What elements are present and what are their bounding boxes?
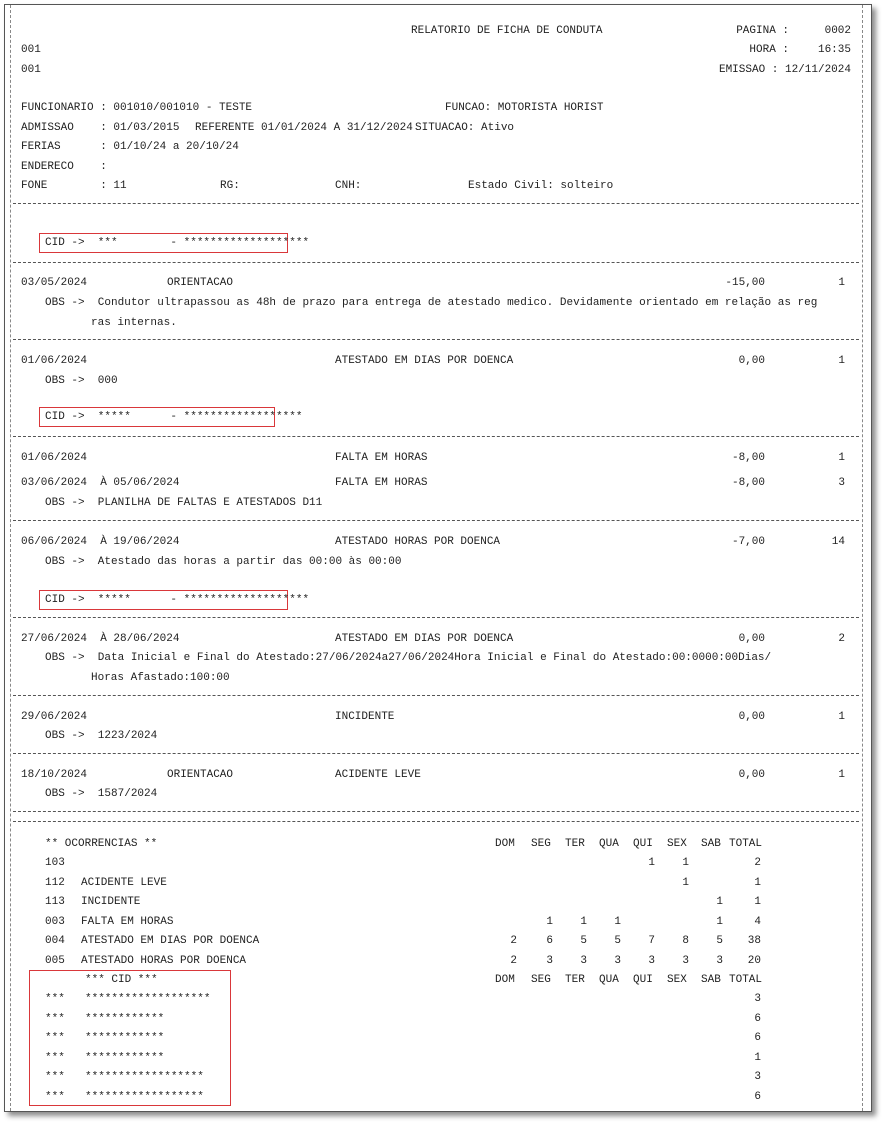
record-date: 18/10/2024 <box>21 769 88 781</box>
summary-value: 1 <box>754 896 761 908</box>
summary-desc: ATESTADO HORAS POR DOENCA <box>81 955 247 967</box>
cid-line-3: CID -> ***** - ******************* <box>45 594 310 606</box>
separator <box>13 753 859 754</box>
record-desc: FALTA EM HORAS <box>335 452 428 464</box>
record-date: 06/06/2024 À 19/06/2024 <box>21 536 180 548</box>
summary-value: 7 <box>648 935 655 947</box>
record-count: 1 <box>838 769 845 781</box>
record-desc: ATESTADO HORAS POR DOENCA <box>335 536 501 548</box>
record-obs: OBS -> PLANILHA DE FALTAS E ATESTADOS D11 <box>45 497 323 509</box>
summary-value: 5 <box>716 935 723 947</box>
weekday-label: SEX <box>667 974 687 986</box>
summary-value: 20 <box>747 955 761 967</box>
header-line-2: 001 <box>21 64 41 76</box>
weekday-label: TER <box>565 974 585 986</box>
summary-value: 1 <box>754 877 761 889</box>
record-obs: OBS -> 000 <box>45 375 118 387</box>
record-count: 1 <box>838 711 845 723</box>
summary-value: 2 <box>510 955 517 967</box>
cid-total: 6 <box>754 1032 761 1044</box>
cid-code: *** <box>45 993 65 1005</box>
summary-value: 8 <box>682 935 689 947</box>
record-value: 0,00 <box>738 769 765 781</box>
cid-line-2: CID -> ***** - ****************** <box>45 411 303 423</box>
cid-total: 6 <box>754 1013 761 1025</box>
weekday-label: TER <box>565 838 585 850</box>
cid-desc: ************ <box>85 1013 165 1025</box>
weekday-label: QUA <box>599 838 619 850</box>
cid-desc: ****************** <box>85 1091 204 1103</box>
weekday-label: SAB <box>701 838 721 850</box>
cid-total: 1 <box>754 1052 761 1064</box>
record-count: 3 <box>838 477 845 489</box>
record-date: 27/06/2024 À 28/06/2024 <box>21 633 180 645</box>
separator <box>13 520 859 521</box>
endereco: ENDERECO : <box>21 161 107 173</box>
record-desc: ACIDENTE LEVE <box>335 769 421 781</box>
summary-code: 103 <box>45 857 65 869</box>
cid-line-1: CID -> *** - ******************* <box>45 237 310 249</box>
cid-desc: ************ <box>85 1052 165 1064</box>
separator <box>13 339 859 340</box>
separator <box>13 821 859 822</box>
summary-value: 1 <box>648 857 655 869</box>
summary-value: 1 <box>682 857 689 869</box>
weekday-label: QUI <box>633 974 653 986</box>
summary-value: 4 <box>754 916 761 928</box>
summary-value: 1 <box>716 896 723 908</box>
cid-code: *** <box>45 1052 65 1064</box>
referente: REFERENTE 01/01/2024 A 31/12/2024 <box>195 122 413 134</box>
summary-value: 1 <box>580 916 587 928</box>
rg: RG: <box>220 180 240 192</box>
summary-value: 1 <box>614 916 621 928</box>
summary-desc: ACIDENTE LEVE <box>81 877 167 889</box>
weekday-label: QUA <box>599 974 619 986</box>
ferias: FERIAS : 01/10/24 a 20/10/24 <box>21 141 239 153</box>
record-desc: FALTA EM HORAS <box>335 477 428 489</box>
summary-value: 6 <box>546 935 553 947</box>
cid-desc: ************ <box>85 1032 165 1044</box>
report-sheet <box>4 4 872 1112</box>
weekday-label: SEG <box>531 974 551 986</box>
summary-value: 5 <box>580 935 587 947</box>
summary-value: 3 <box>648 955 655 967</box>
record-obs-cont: Horas Afastado:100:00 <box>91 672 230 684</box>
record-desc: ATESTADO EM DIAS POR DOENCA <box>335 633 514 645</box>
estado-civil: Estado Civil: solteiro <box>468 180 614 192</box>
summary-value: 3 <box>716 955 723 967</box>
summary-title: ** OCORRENCIAS ** <box>45 838 158 850</box>
cnh: CNH: <box>335 180 362 192</box>
cid-summary-title: *** CID *** <box>85 974 158 986</box>
summary-code: 004 <box>45 935 65 947</box>
summary-value: 2 <box>510 935 517 947</box>
separator <box>13 695 859 696</box>
summary-code: 005 <box>45 955 65 967</box>
summary-value: 1 <box>682 877 689 889</box>
record-obs-cont: ras internas. <box>91 317 177 329</box>
left-border <box>10 5 11 1111</box>
cid-total: 3 <box>754 993 761 1005</box>
record-count: 1 <box>838 277 845 289</box>
separator <box>13 617 859 618</box>
record-count: 1 <box>838 452 845 464</box>
record-date: 03/06/2024 À 05/06/2024 <box>21 477 180 489</box>
separator <box>13 203 859 204</box>
summary-desc: INCIDENTE <box>81 896 141 908</box>
weekday-label: DOM <box>495 838 515 850</box>
weekday-label: DOM <box>495 974 515 986</box>
separator <box>13 811 859 812</box>
page-number: 0002 <box>824 25 851 37</box>
record-count: 2 <box>838 633 845 645</box>
header-line-1: 001 <box>21 44 41 56</box>
cid-desc: ******************* <box>85 993 211 1005</box>
record-desc: ATESTADO EM DIAS POR DOENCA <box>335 355 514 367</box>
summary-code: 003 <box>45 916 65 928</box>
record-date: 29/06/2024 <box>21 711 88 723</box>
fone: FONE : 11 <box>21 180 127 192</box>
record-obs: OBS -> 1223/2024 <box>45 730 158 742</box>
record-obs: OBS -> Atestado das horas a partir das 00:00 às 00:00 <box>45 556 402 568</box>
report-title: RELATORIO DE FICHA DE CONDUTA <box>411 25 603 37</box>
weekday-label: SEX <box>667 838 687 850</box>
record-obs: OBS -> Data Inicial e Final do Atestado:27/06/2024a27/06/2024Hora Inicial e Final do Atestado:00:0000:00Dias/ <box>45 652 772 664</box>
record-desc: INCIDENTE <box>335 711 395 723</box>
summary-value: 38 <box>747 935 761 947</box>
cid-code: *** <box>45 1032 65 1044</box>
record-obs: OBS -> Condutor ultrapassou as 48h de prazo para entrega de atestado medico. Devidamente orientado em relação as reg <box>45 297 818 309</box>
summary-value: 5 <box>614 935 621 947</box>
hora-value: 16:35 <box>817 44 851 56</box>
summary-value: 3 <box>614 955 621 967</box>
cid-total: 6 <box>754 1091 761 1103</box>
emissao-date: EMISSAO : 12/11/2024 <box>718 64 851 76</box>
cid-total: 3 <box>754 1071 761 1083</box>
pagina-label: PAGINA : <box>736 25 789 37</box>
summary-desc: FALTA EM HORAS <box>81 916 174 928</box>
separator <box>13 262 859 263</box>
summary-desc: ATESTADO EM DIAS POR DOENCA <box>81 935 260 947</box>
record-value: -7,00 <box>731 536 765 548</box>
record-count: 14 <box>831 536 845 548</box>
record-date: 01/06/2024 <box>21 355 88 367</box>
summary-value: 3 <box>546 955 553 967</box>
summary-code: 113 <box>45 896 65 908</box>
record-value: -8,00 <box>731 477 765 489</box>
weekday-label: QUI <box>633 838 653 850</box>
record-date: 03/05/2024 <box>21 277 88 289</box>
record-value: 0,00 <box>738 355 765 367</box>
summary-value: 1 <box>716 916 723 928</box>
hora-label: HORA : <box>749 44 789 56</box>
summary-value: 3 <box>580 955 587 967</box>
record-value: -8,00 <box>731 452 765 464</box>
weekday-label: SAB <box>701 974 721 986</box>
record-desc-2: ORIENTACAO <box>167 769 234 781</box>
cid-code: *** <box>45 1091 65 1103</box>
weekday-label: TOTAL <box>729 974 763 986</box>
separator <box>13 436 859 437</box>
record-desc: ORIENTACAO <box>167 277 234 289</box>
cid-desc: ****************** <box>85 1071 204 1083</box>
right-border <box>862 5 863 1111</box>
funcionario: FUNCIONARIO : 001010/001010 - TESTE <box>21 102 253 114</box>
weekday-label: SEG <box>531 838 551 850</box>
record-value: 0,00 <box>738 633 765 645</box>
record-value: 0,00 <box>738 711 765 723</box>
record-count: 1 <box>838 355 845 367</box>
record-obs: OBS -> 1587/2024 <box>45 788 158 800</box>
summary-value: 2 <box>754 857 761 869</box>
cid-code: *** <box>45 1071 65 1083</box>
summary-value: 3 <box>682 955 689 967</box>
admissao: ADMISSAO : 01/03/2015 <box>21 122 180 134</box>
summary-value: 1 <box>546 916 553 928</box>
record-value: -15,00 <box>725 277 765 289</box>
summary-code: 112 <box>45 877 65 889</box>
weekday-label: TOTAL <box>729 838 763 850</box>
situacao: SITUACAO: Ativo <box>415 122 515 134</box>
cid-code: *** <box>45 1013 65 1025</box>
funcao: FUNCAO: MOTORISTA HORIST <box>445 102 604 114</box>
record-date: 01/06/2024 <box>21 452 88 464</box>
